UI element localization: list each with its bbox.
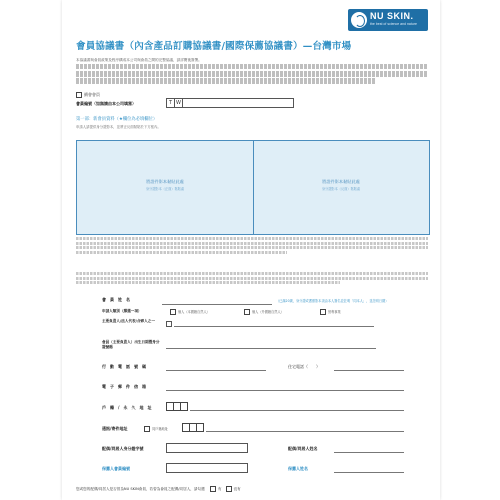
agreement-fine-print xyxy=(76,272,428,286)
mailing-same-option[interactable] xyxy=(144,426,168,432)
address-input[interactable] xyxy=(190,410,404,411)
address-label: 戶 籍 / 永 久 地 址 xyxy=(102,405,152,410)
page-title: 會員協議書（內含產品訂購協議書/國際保薦協議書）—台灣市場 xyxy=(76,41,352,52)
part1-heading: 第一部：新會員資料（★欄位為必填欄位） xyxy=(76,117,158,122)
id-copy-area[interactable] xyxy=(76,140,430,235)
zip-digit-box[interactable] xyxy=(180,402,188,411)
intro-text-line xyxy=(76,78,375,84)
representative-label: 主要負責人/法人代表/合夥人之一 xyxy=(102,319,155,323)
home-phone-label: 住宅電話（ ） xyxy=(288,364,320,369)
prior-member-no-label: 沒有 xyxy=(233,487,241,491)
fine-line xyxy=(76,242,428,245)
id-front-label: 將證件影本黏貼此處 xyxy=(146,179,184,184)
mailing-input[interactable] xyxy=(206,431,404,432)
id-back-label: 將證件影本黏貼此處 xyxy=(322,179,360,184)
nu-skin-logo xyxy=(348,9,428,31)
sponsor-name-label: 保薦人姓名 xyxy=(288,466,308,471)
renewal-checkbox[interactable] xyxy=(76,92,82,98)
sponsor-id-label: 保薦人會員編號 xyxy=(102,466,130,471)
member-name-note: （已滿20歲，身分證或護照影本須由本人簽名並註明「同本人」，並註明日期） xyxy=(276,299,389,303)
applicant-checkbox-3[interactable] xyxy=(320,309,326,315)
spouse-id-label: 配偶/同居人身分證字號 xyxy=(102,446,144,451)
spouse-name-label: 配偶/同居人姓名 xyxy=(288,446,318,451)
fine-line xyxy=(76,281,340,284)
prior-member-question xyxy=(76,486,241,492)
fine-line xyxy=(76,272,428,275)
member-id-input[interactable] xyxy=(182,98,294,108)
mobile-label: 行 動 電 話 號 碼 xyxy=(102,364,146,369)
intro-line: 本協議書與會員政策及程序構成本公司與會員之間的完整協議，請詳閱後簽署。 xyxy=(76,58,202,62)
applicant-checkbox-2[interactable] xyxy=(244,309,250,315)
email-label: 電 子 郵 件 信 箱 xyxy=(102,384,146,389)
logo-tagline: the best of science and nature xyxy=(370,22,417,26)
fine-line xyxy=(76,246,428,249)
prior-member-no-checkbox[interactable] xyxy=(226,486,232,492)
mobile-input[interactable] xyxy=(166,370,266,371)
applicant-option-1[interactable] xyxy=(170,309,210,315)
prior-member-yes-checkbox[interactable] xyxy=(210,486,216,492)
representative-checkbox[interactable] xyxy=(166,321,172,327)
photo-fine-print xyxy=(76,237,428,255)
renewal-option[interactable] xyxy=(76,92,100,98)
member-id-prefix-w: W xyxy=(174,98,183,108)
fine-line xyxy=(76,237,428,240)
intro-text-line xyxy=(76,64,428,70)
birth-id-label: 會員（主要負責人）出生日期暨身分證號碼 xyxy=(102,340,160,349)
email-input[interactable] xyxy=(166,390,404,391)
id-front-sublabel: 身分證影本（正面）黏貼處 xyxy=(145,187,185,191)
mailing-zip-digit-box[interactable] xyxy=(196,423,204,432)
member-name-label: 會 員 姓 名 xyxy=(102,297,130,302)
applicant-type-label: 申請人類別（擇選一項） xyxy=(102,309,142,313)
member-id-prefix-t: T xyxy=(166,98,175,108)
mailing-same-label: 同戶籍地址 xyxy=(152,427,168,431)
spouse-id-input[interactable] xyxy=(166,443,248,453)
id-back-area[interactable] xyxy=(253,141,429,234)
representative-input[interactable] xyxy=(174,326,374,327)
renewal-label: 續會會員 xyxy=(84,92,100,97)
intro-text-line xyxy=(76,71,428,77)
fine-line xyxy=(76,277,428,280)
form-page xyxy=(62,0,440,500)
member-name-input[interactable] xyxy=(162,304,272,305)
mailing-label: 通訊/寄件地址 xyxy=(102,426,128,431)
birth-id-input[interactable] xyxy=(166,348,376,349)
prior-member-yes-label: 有 xyxy=(217,487,222,491)
mailing-same-checkbox[interactable] xyxy=(144,426,150,432)
member-id-label: 會員編號（如無請由本公司填寫） xyxy=(76,101,136,106)
sponsor-id-input[interactable] xyxy=(166,463,248,473)
applicant-option-1-label: 個人（本國籍自然人） xyxy=(178,310,210,314)
part1-subheading: 申請人請提供身分證影本，並將正反面黏貼於下方框內。 xyxy=(76,125,161,129)
home-phone-input[interactable] xyxy=(334,370,404,371)
applicant-option-3[interactable] xyxy=(320,309,341,315)
id-front-area[interactable] xyxy=(77,141,253,234)
sponsor-name-input[interactable] xyxy=(334,472,404,473)
intro-paragraph xyxy=(76,58,428,86)
logo-text: NU SKIN. xyxy=(370,11,414,21)
applicant-option-2[interactable] xyxy=(244,309,284,315)
applicant-option-3-label: 營利事業 xyxy=(328,310,341,314)
applicant-checkbox-1[interactable] xyxy=(170,309,176,315)
fine-line xyxy=(76,251,287,254)
nu-skin-mark-icon xyxy=(351,12,367,28)
spouse-name-input[interactable] xyxy=(334,452,404,453)
id-back-sublabel: 身分證影本（反面）黏貼處 xyxy=(321,187,361,191)
prior-member-text: 您或您的配偶/同居人是否曾為NU SKIN會員，若曾為會員之配偶/同居人，請勾選 xyxy=(76,487,205,491)
applicant-option-2-label: 個人（外國籍自然人） xyxy=(252,310,284,314)
